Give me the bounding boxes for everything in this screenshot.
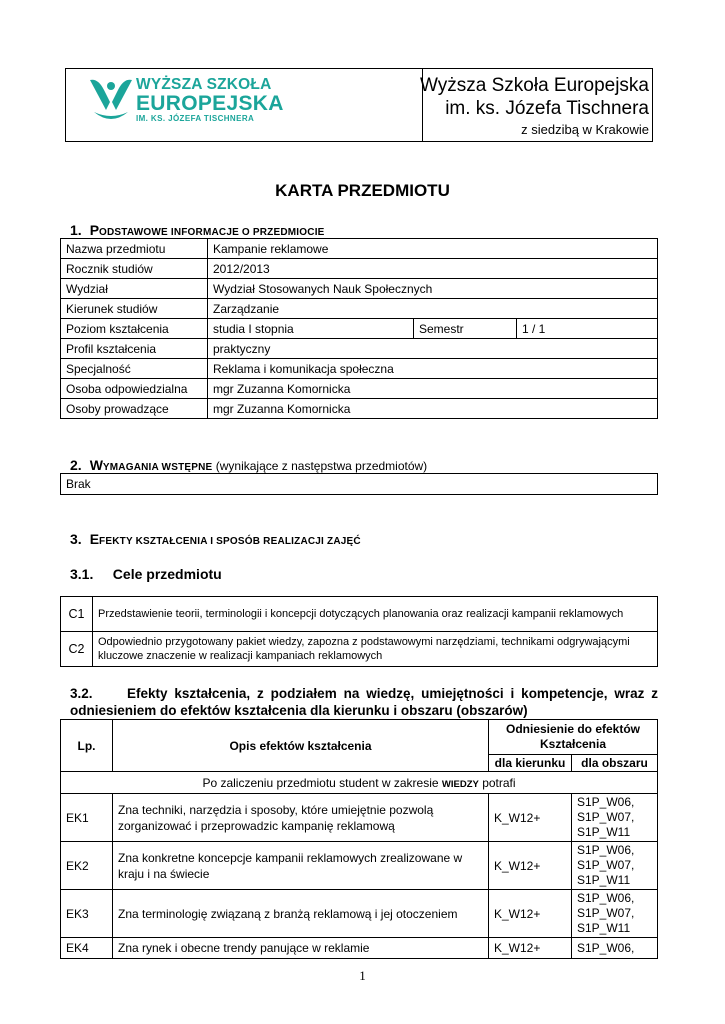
table-row (61, 794, 658, 842)
section1-heading-cap: P (89, 222, 100, 238)
section2-heading-cap: W (89, 457, 103, 473)
info-value: Zarządzanie (208, 299, 658, 319)
prerequisites-value: Brak (61, 474, 658, 495)
info-label: Osoba odpowiedzialna (61, 379, 208, 399)
table-header-row (61, 720, 658, 755)
institution-name-line1: Wyższa Szkoła Europejska (420, 75, 649, 96)
info-label: Poziom kształcenia (61, 319, 208, 339)
table-row (61, 299, 658, 319)
area-code: S1P_W07, (577, 906, 635, 920)
outcome-desc: Zna terminologię związaną z branżą reklamową i jej otoczeniem (113, 890, 489, 938)
table-row (61, 239, 658, 259)
outcome-lp: EK1 (61, 794, 113, 842)
table-row (61, 842, 658, 890)
table-row (61, 938, 658, 959)
intro-keyword: WIEDZY (441, 778, 479, 790)
institution-seat: z siedzibą w Krakowie (521, 122, 649, 137)
goal-code: C2 (61, 632, 93, 667)
area-code: S1P_W06, (577, 795, 635, 809)
info-value: 2012/2013 (208, 259, 658, 279)
section3-heading-rest: FEKTY KSZTAŁCENIA I SPOSÓB REALIZACJI ZAJĘĆ (99, 536, 361, 547)
outcome-field-ref: K_W12+ (489, 890, 572, 938)
section3-heading (70, 531, 361, 547)
info-label: Nazwa przedmiotu (61, 239, 208, 259)
logo-mark-icon (88, 76, 134, 120)
section2-number: 2. (70, 457, 82, 473)
outcome-lp: EK2 (61, 842, 113, 890)
outcome-desc: Zna rynek i obecne trendy panujące w reklamie (113, 938, 489, 959)
info-label: Osoby prowadzące (61, 399, 208, 419)
semester-value: 1 / 1 (517, 319, 658, 339)
area-code: S1P_W07, (577, 858, 635, 872)
school-logo (88, 74, 284, 130)
info-label: Specjalność (61, 359, 208, 379)
info-value: mgr Zuzanna Komornicka (208, 399, 658, 419)
area-code: S1P_W06, (577, 940, 635, 955)
col-header-reference: Odniesienie do efektów Kształcenia (489, 720, 658, 755)
col-header-lp: Lp. (61, 720, 113, 772)
intro-text: Po zaliczeniu przedmiotu student w zakresie (202, 775, 439, 790)
section3-heading-cap: E (89, 531, 100, 547)
goal-text: Przedstawienie teorii, terminologii i koncepcji dotyczących planowania oraz realizacji kampanii reklamowych (93, 597, 658, 632)
basic-info-table (60, 238, 658, 419)
table-row (61, 474, 658, 495)
table-row (61, 279, 658, 299)
section2-note: (wynikające z następstwa przedmiotów) (215, 459, 428, 473)
learning-outcomes-table (60, 719, 658, 959)
outcome-area-ref (572, 890, 658, 938)
goals-heading: 3.1. Cele przedmiotu (70, 566, 222, 582)
area-code: S1P_W11 (577, 825, 631, 839)
area-code: S1P_W11 (577, 921, 631, 935)
outcome-area-ref (572, 842, 658, 890)
info-value: Wydział Stosowanych Nauk Społecznych (208, 279, 658, 299)
goal-code: C1 (61, 597, 93, 632)
info-value: praktyczny (208, 339, 658, 359)
col-header-desc: Opis efektów kształcenia (113, 720, 489, 772)
outcome-field-ref: K_W12+ (489, 938, 572, 959)
table-row (61, 319, 658, 339)
table-row (61, 399, 658, 419)
table-row (61, 632, 658, 667)
logo-line3: IM. KS. JÓZEFA TISCHNERA (136, 114, 255, 123)
outcome-desc: Zna konkretne koncepcje kampanii reklamowych zrealizowane w kraju i na świecie (113, 842, 489, 890)
knowledge-intro (61, 772, 658, 794)
info-label: Rocznik studiów (61, 259, 208, 279)
outcome-field-ref: K_W12+ (489, 794, 572, 842)
table-row (61, 890, 658, 938)
outcome-desc: Zna techniki, narzędzia i sposoby, które umiejętnie pozwolą zorganizować i przeprowadzic kampanię reklamową (113, 794, 489, 842)
table-row (61, 597, 658, 632)
learning-outcomes-heading: 3.2. Efekty kształcenia, z podziałem na wiedzę, umiejętności i kompetencje, wraz z odniesieniem do efektów kształcenia dla kierunku i obszaru (obszarów) (70, 686, 662, 718)
info-value: Kampanie reklamowe (208, 239, 658, 259)
outcome-area-ref (572, 938, 658, 959)
section1-heading-rest: ODSTAWOWE INFORMACJE O PRZEDMIOCIE (99, 227, 325, 238)
outcome-area-ref (572, 794, 658, 842)
table-row (61, 339, 658, 359)
info-value: Reklama i komunikacja społeczna (208, 359, 658, 379)
info-value: mgr Zuzanna Komornicka (208, 379, 658, 399)
logo-line2: EUROPEJSKA (136, 92, 284, 115)
intro-text-end: potrafi (482, 775, 516, 790)
section2-heading (70, 457, 427, 473)
table-row (61, 359, 658, 379)
area-code: S1P_W06, (577, 843, 635, 857)
area-code: S1P_W11 (577, 873, 631, 887)
outcome-field-ref: K_W12+ (489, 842, 572, 890)
info-label: Profil kształcenia (61, 339, 208, 359)
section3-number: 3. (70, 531, 82, 547)
section1-heading (70, 222, 325, 238)
info-label: Kierunek studiów (61, 299, 208, 319)
outcome-lp: EK3 (61, 890, 113, 938)
table-row (61, 259, 658, 279)
area-code: S1P_W07, (577, 810, 635, 824)
page-number: 1 (359, 968, 366, 983)
area-code: S1P_W06, (577, 891, 635, 905)
institution-name-line2: im. ks. Józefa Tischnera (445, 98, 649, 119)
semester-label: Semestr (414, 319, 517, 339)
goals-table (60, 596, 658, 667)
table-row (61, 772, 658, 794)
table-row (61, 379, 658, 399)
col-header-area: dla obszaru (572, 755, 658, 772)
document-title: KARTA PRZEDMIOTU (275, 181, 450, 200)
goal-text: Odpowiednio przygotowany pakiet wiedzy, zapozna z podstawowymi narzędziami, technikami odgrywającymi kluczowe znaczenie w realizacji kampaniach reklamowych (93, 632, 658, 667)
outcome-lp: EK4 (61, 938, 113, 959)
logo-line1: WYŻSZA SZKOŁA (136, 76, 272, 93)
prerequisites-table (60, 473, 658, 495)
section2-heading-rest: YMAGANIA WSTĘPNE (102, 462, 213, 473)
info-label: Wydział (61, 279, 208, 299)
info-value: studia I stopnia (208, 319, 414, 339)
header-box (65, 68, 653, 142)
col-header-field: dla kierunku (489, 755, 572, 772)
section1-number: 1. (70, 222, 82, 238)
